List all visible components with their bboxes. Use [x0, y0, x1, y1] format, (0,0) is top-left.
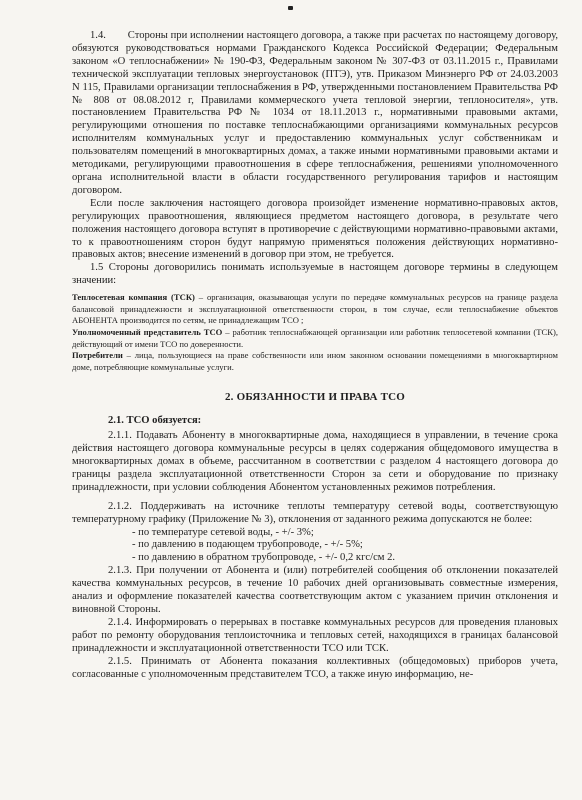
list-item: - по давлению в обратном трубопроводе, - +/- 0,2 кгс/см 2. — [132, 552, 396, 564]
term-consumers — [72, 350, 558, 373]
term-representative-name: Уполномоченный представитель ТСО — [72, 326, 223, 337]
term-representative — [72, 327, 558, 350]
clause-2-1-2: 2.1.2. Поддерживать на источнике теплоты температуру сетевой воды, соответствующую температурному графику (Приложение № 3), отклонения от заданного режима допускаются не более: — [72, 500, 558, 525]
subsection-2-1: 2.1. ТСО обязуется: — [108, 415, 202, 427]
list-item: - по давлению в подающем трубопроводе, - +/- 5%; — [132, 539, 363, 551]
clause-2-1-3: 2.1.3. При получении от Абонента и (или) потребителей сообщения об отклонении показателей качества коммунальных ресурсов, в течение 10 рабочих дней организовывать совместные измерения, анализ и оформление показателей качества соответствующим актом с указанием причин отклонения и виновной Стороны. — [72, 565, 558, 615]
list-item: - по температуре сетевой воды, - +/- 3%; — [132, 526, 314, 538]
term-consumers-name: Потребители — [72, 350, 123, 361]
clause-1-4: 1.4. Стороны при исполнении настоящего договора, а также при расчетах по настоящему договору, обязуются руководствоваться нормами Гражданского Кодекса Российской Федерации; Федеральным законом «О теплоснабжении» № 190-ФЗ, Федеральным законом № 307-ФЗ от 03.11.2015 г., Правилами технической эксплуатации тепловых энергоустановок (ПТЭ), утв. Приказом Минэнерго РФ от 24.03.2003 N 115, Правилами организации теплоснабжения в РФ, утвержденными постановлением Правительства РФ № 808 от 08.08.2012 г, Правилами коммерческого учета тепловой энергии, теплоносителя», утв. постановлением Правительства РФ № 1034 от 18.11.2013 г., нормативными правовыми актами, регулирующими отношения по поставке теплоснабжающими организациями коммунальных ресурсов исполнителям коммунальных услуг и предоставлению коммунальных услуг собственникам и пользователям помещений в многоквартирных домах, а также иными нормативными правовыми актами и методиками, регулирующими правоотношения в сфере теплоснабжения, решениями уполномоченного органа исполнительной власти в области государственного регулирования тарифов и настоящим договором. — [72, 30, 558, 196]
term-tsk-definition: – организация, оказывающая услуги по передаче коммунальных ресурсов на границе раздела балансовой принадлежности и эксплуатационной ответственности сторон, в том случае, если теплоснабжение объектов АБОНЕНТА производится по сетям, не принадлежащим ТСО ; — [72, 292, 558, 326]
clause-2-1-5: 2.1.5. Принимать от Абонента показания коллективных (общедомовых) приборов учета, согласованные с уполномоченным представителем ТСО, а также иную информацию, не- — [72, 655, 558, 680]
clause-1-4-continuation: Если после заключения настоящего договора произойдет изменение нормативно-правовых актов, регулирующих правоотношения, являющиеся предметом настоящего договора, в результате чего положения настоящего договора вступят в противоречие с действующими нормативно-правовыми актами, то к правоотношениям сторон будут напрямую применяться положения действующих нормативно-правовых актов; внесение изменений в договор при этом, не требуется. — [72, 197, 558, 261]
term-representative-definition: – работник теплоснабжающей организации или работник теплосетевой компании (ТСК), действующий от имени ТСО по доверенности. — [72, 326, 558, 349]
clause-2-1-1: 2.1.1. Подавать Абоненту в многоквартирные дома, находящиеся в управлении, в течение срока действия настоящего договора коммунальные ресурсы в целях содержания общедомового имущества в многоквартирных домах в объеме, рассчитанном в соответствии с разделом 4 настоящего договора до границы раздела эксплуатационной ответственности Сторон за сети и оборудование по признаку принадлежности, при условии соблюдения Абонентом установленных режимов потребления. — [72, 430, 558, 493]
clause-1-5: 1.5 Стороны договорились понимать используемые в настоящем договоре термины в следующем значении: — [72, 262, 558, 287]
term-consumers-definition: – лица, пользующиеся на праве собственности или ином законном основании помещениями в многоквартирном доме, потребляющие коммунальные услуги. — [72, 350, 558, 372]
term-tsk — [72, 292, 558, 327]
clause-2-1-4: 2.1.4. Информировать о перерывах в поставке коммунальных ресурсов для проведения плановых работ по ремонту оборудования теплоисточника и тепловых сетей, находящихся в границах балансовой принадлежности и эксплуатационной ответственности ТСО или ТСК. — [72, 616, 558, 654]
term-tsk-name: Теплосетевая компания (ТСК) — [72, 292, 195, 303]
section-2-heading: 2. ОБЯЗАННОСТИ И ПРАВА ТСО — [224, 391, 406, 404]
